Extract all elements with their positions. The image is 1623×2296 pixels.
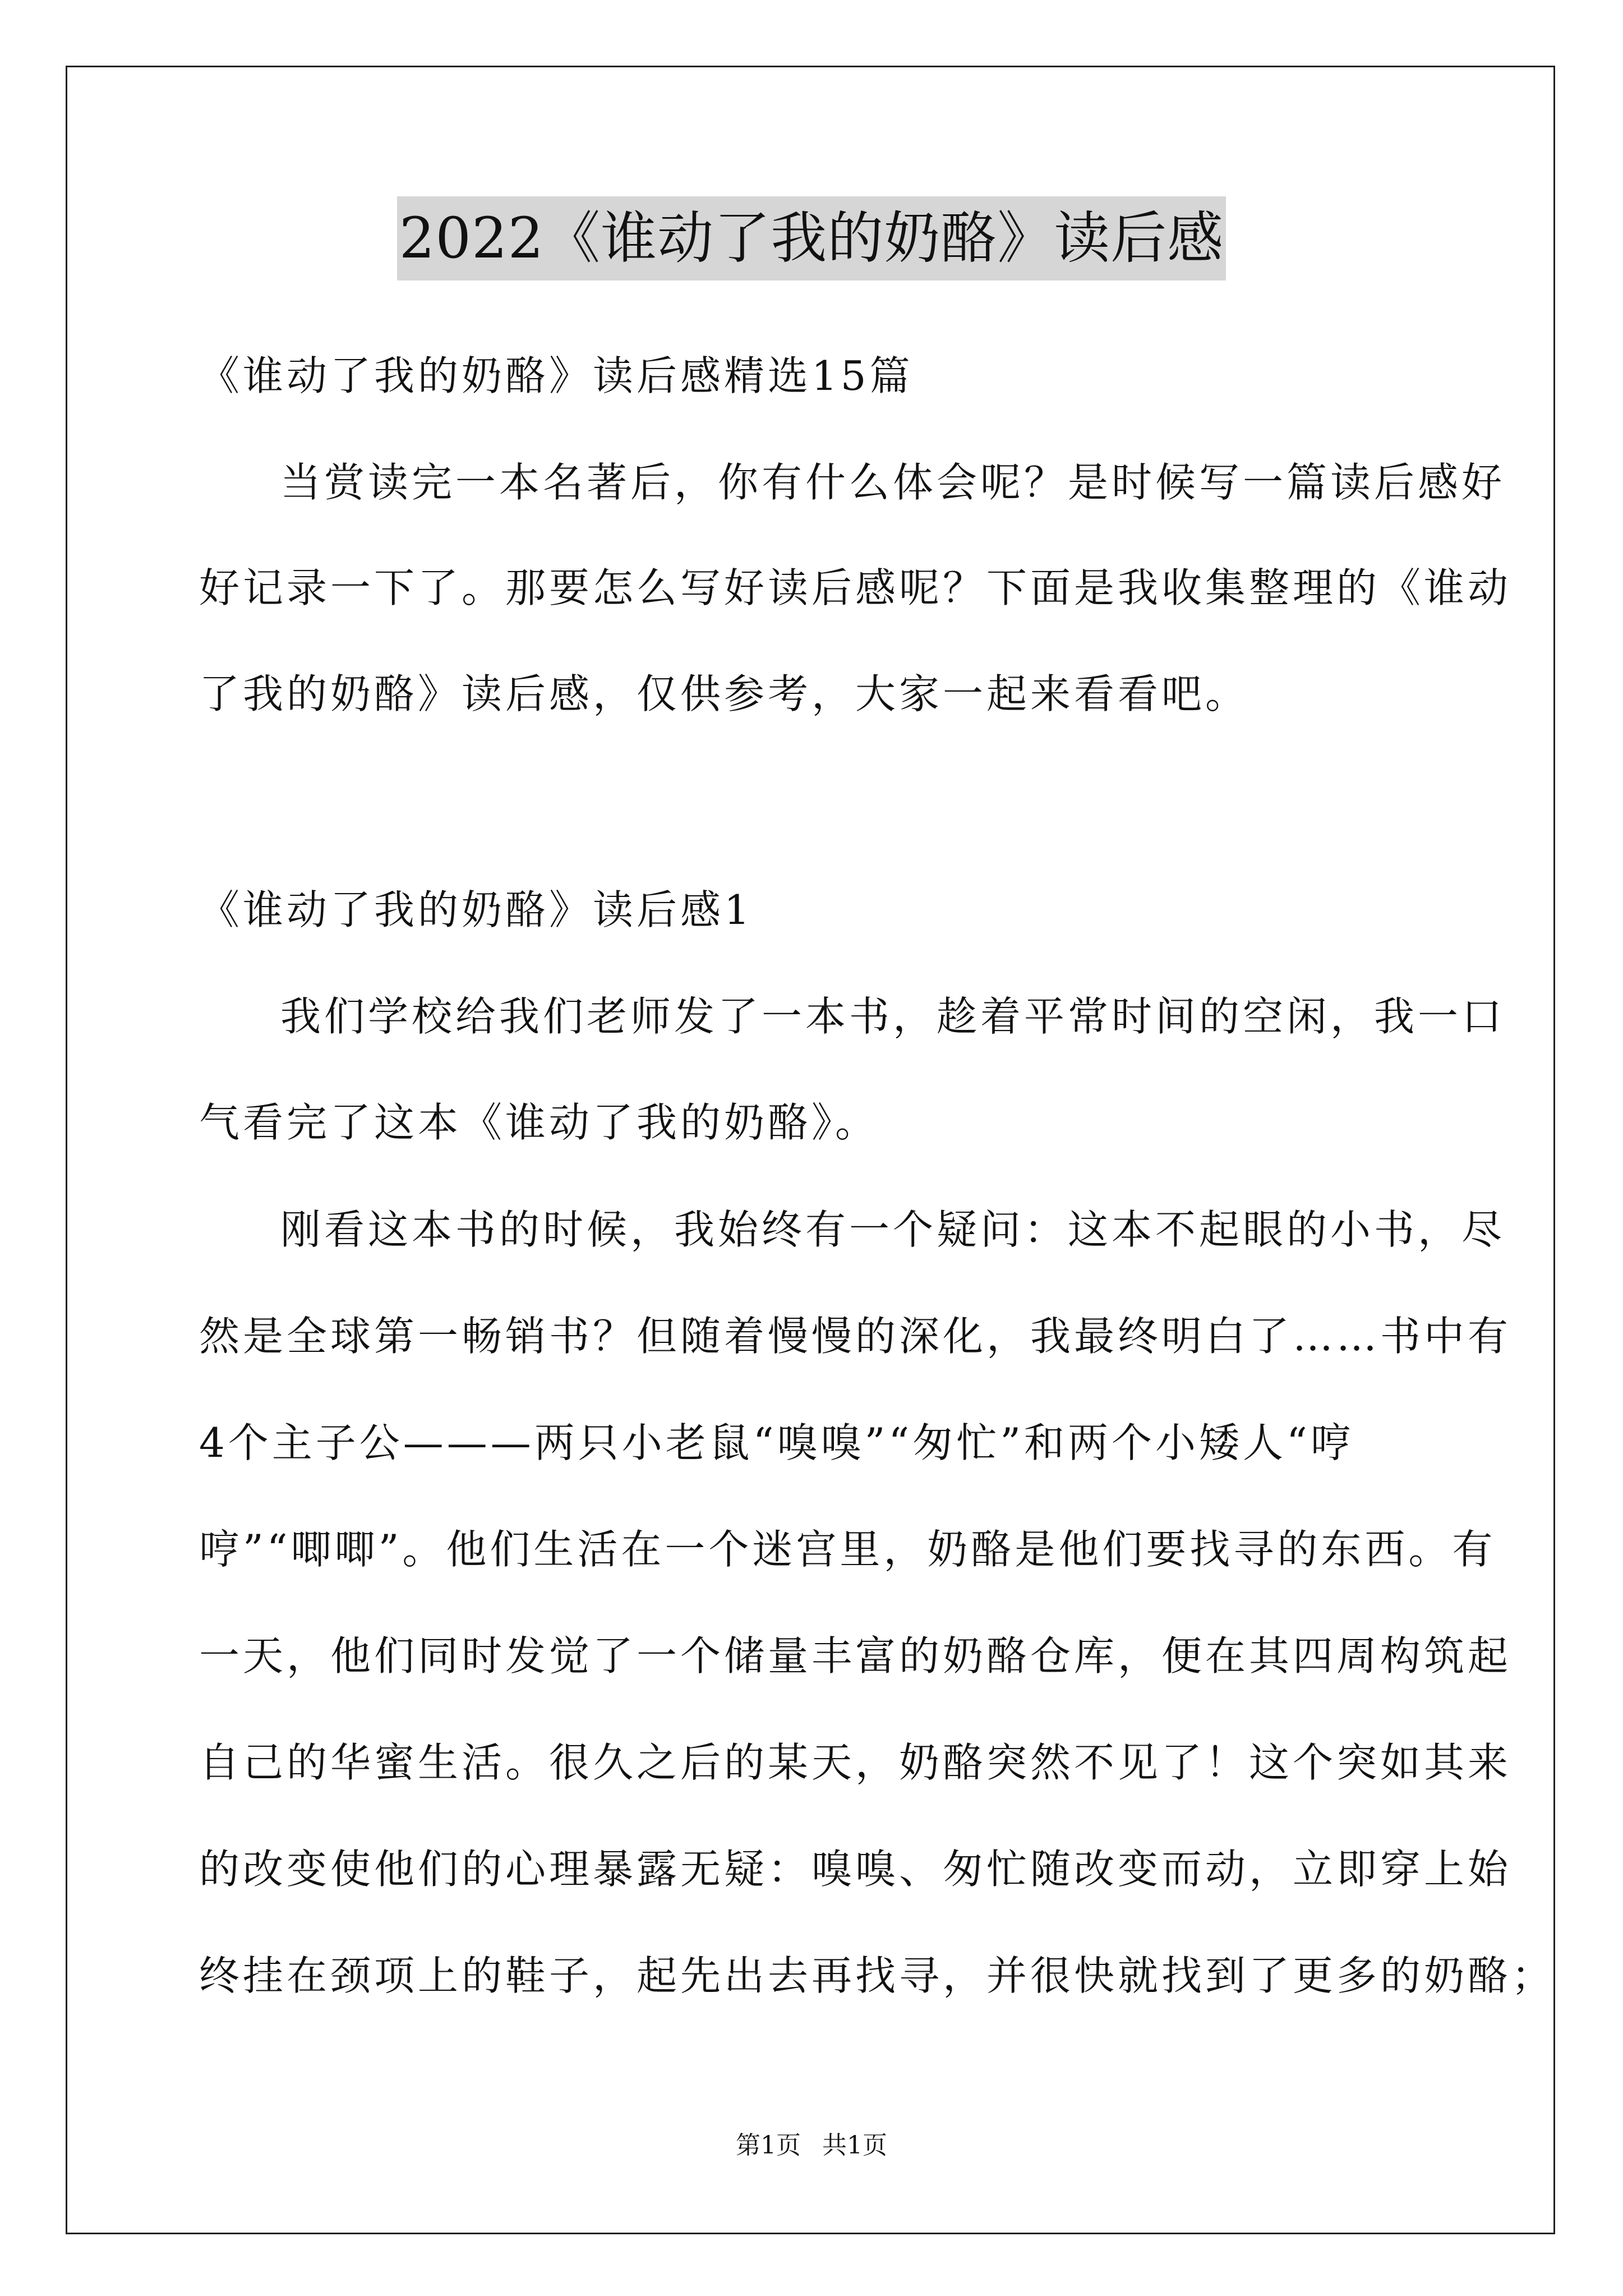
- para2-line-2: 然是全球第一畅销书？但随着慢慢的深化，我最终明白了……书中有: [199, 1313, 1512, 1360]
- para2-line-7: 的改变使他们的心理暴露无疑：嗅嗅、匆忙随改变而动，立即穿上始: [199, 1846, 1512, 1893]
- para2-line-6: 自己的华蜜生活。很久之后的某天，奶酪突然不见了！这个突如其来: [199, 1739, 1512, 1786]
- intro-line-2: 好记录一下了。那要怎么写好读后感呢？下面是我收集整理的《谁动: [199, 564, 1512, 611]
- para2-line-1: 刚看这本书的时候，我始终有一个疑问：这本不起眼的小书，尽: [280, 1206, 1506, 1253]
- page-number: 第1页: [736, 2131, 801, 2160]
- subtitle: 《谁动了我的奶酪》读后感精选15篇: [199, 352, 914, 399]
- intro-line-3: 了我的奶酪》读后感，仅供参考，大家一起来看看吧。: [199, 670, 1249, 717]
- para1-line-1: 我们学校给我们老师发了一本书，趁着平常时间的空闲，我一口: [280, 993, 1506, 1040]
- title-container: [0, 196, 1623, 280]
- para2-line-8: 终挂在颈项上的鞋子，起先出去再找寻，并很快就找到了更多的奶酪；: [199, 1952, 1556, 1999]
- document-title: 2022《谁动了我的奶酪》读后感: [397, 196, 1227, 280]
- para2-line-5: 一天，他们同时发觉了一个储量丰富的奶酪仓库，便在其四周构筑起: [199, 1632, 1512, 1680]
- section-heading: 《谁动了我的奶酪》读后感1: [199, 886, 753, 933]
- page-footer: [0, 2129, 1623, 2162]
- para1-line-2: 气看完了这本《谁动了我的奶酪》。: [199, 1099, 879, 1146]
- para2-line-4: 哼”“唧唧”。他们生活在一个迷宫里，奶酪是他们要找寻的东西。有: [199, 1526, 1496, 1573]
- para2-line-3: 4个主子公———两只小老鼠“嗅嗅”“匆忙”和两个小矮人“哼: [199, 1419, 1354, 1466]
- page-total: 共1页: [822, 2131, 887, 2160]
- intro-line-1: 当赏读完一本名著后，你有什么体会呢？是时候写一篇读后感好: [280, 459, 1506, 506]
